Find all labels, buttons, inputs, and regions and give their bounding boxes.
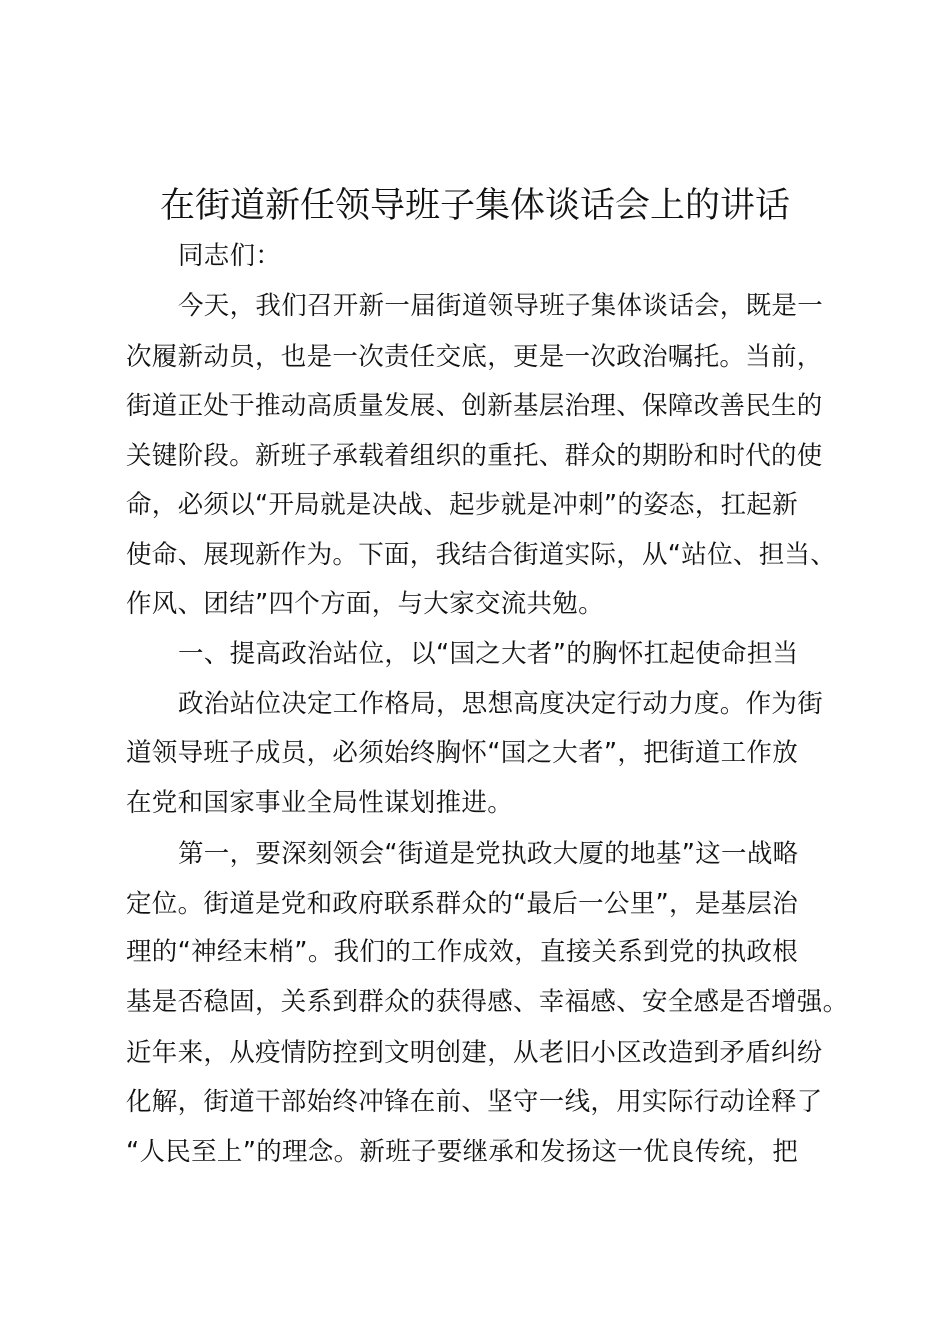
section-heading: 一、提高政治站位，以“国之大者”的胸怀扛起使命担当: [178, 639, 799, 669]
paragraph-line: 次履新动员，也是一次责任交底，更是一次政治嘱托。当前，: [126, 342, 823, 372]
paragraph-line: 道领导班子成员，必须始终胸怀“国之大者”，把街道工作放: [126, 738, 799, 768]
document-title: 在街道新任领导班子集体谈话会上的讲话: [159, 186, 790, 226]
paragraph-line: 关键阶段。新班子承载着组织的重托、群众的期盼和时代的使: [126, 441, 823, 471]
paragraph-line: “人民至上”的理念。新班子要继承和发扬这一优良传统，把: [126, 1137, 799, 1167]
paragraph-line: 理的“神经末梢”。我们的工作成效，直接关系到党的执政根: [126, 937, 799, 967]
paragraph-line: 街道正处于推动高质量发展、创新基层治理、保障改善民生的: [126, 391, 823, 421]
paragraph-line: 化解，街道干部始终冲锋在前、坚守一线，用实际行动诠释了: [126, 1087, 823, 1117]
paragraph-line: 政治站位决定工作格局，思想高度决定行动力度。作为街: [178, 689, 824, 719]
paragraph-line: 使命、展现新作为。下面，我结合街道实际，从“站位、担当、: [126, 540, 837, 570]
paragraph-line: 今天，我们召开新一届街道领导班子集体谈话会，既是一: [178, 291, 824, 321]
salutation: 同志们：: [178, 241, 282, 271]
paragraph-line: 第一，要深刻领会“街道是党执政大厦的地基”这一战略: [178, 839, 799, 869]
paragraph-line: 作风、团结”四个方面，与大家交流共勉。: [126, 589, 604, 619]
paragraph-line: 在党和国家事业全局性谋划推进。: [126, 788, 514, 818]
paragraph-line: 近年来，从疫情防控到文明创建，从老旧小区改造到矛盾纠纷: [126, 1038, 823, 1068]
paragraph-line: 定位。街道是党和政府联系群众的“最后一公里”，是基层治: [126, 889, 799, 919]
paragraph-line: 基是否稳固，关系到群众的获得感、幸福感、安全感是否增强。: [126, 987, 849, 1017]
paragraph-line: 命，必须以“开局就是决战、起步就是冲刺”的姿态，扛起新: [126, 490, 799, 520]
